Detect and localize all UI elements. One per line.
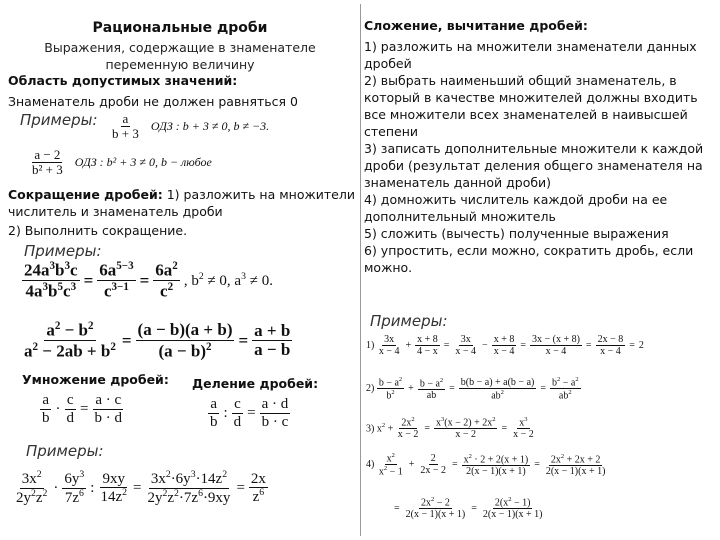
reduction-heading: Сокращение дробей: [8, 187, 163, 202]
mult-example: $\frac{3x^2}{2y^2z^2}$ · $\frac{6y^3}{7z^6}$ : $\frac{9xy}{14z^2}$ = $\frac{3x^2\cdot 6y^3\cdot 14z^2}{2y^2z^2\cdot 7z^6\cdot 9xy}$ = $\frac{2x}{z^6}$ [16, 469, 266, 506]
reduction-example-2: $\frac{a^2 - b^2}{a^2 - 2ab + b^2}$ = $\frac{(a - b)(a + b)}{(a - b)^2}$ = $\frac{a + b}{a - b}$ [24, 319, 291, 361]
addition-step: 1) разложить на множители знаменатели данных дробей [364, 39, 697, 71]
mult-examples-label: Примеры: [26, 442, 104, 460]
domain-heading: Область допустимых значений: [8, 73, 238, 88]
odz-example-2: $\frac{a - 2}{\text{b² + 3}}$ ОДЗ : b² + 3 ≠ 0, b − любое [32, 147, 212, 178]
subtitle: Выражения, содержащие в знаменателе переменную величину [44, 40, 316, 72]
addition-step: 5) сложить (вычесть) полученные выражения [364, 226, 669, 241]
addition-example-4-cont: = $\frac{2x^2 - 2}{2(x - 1)(x + 1)}$ = $\frac{2(x^2 - 1)}{2(x - 1)(x + 1)}$ [394, 496, 543, 521]
division-rule: $\frac{a}{b}$ : $\frac{c}{d}$ = $\frac{a \cdot d}{b \cdot c}$ [210, 396, 289, 430]
reduction-rule [8, 186, 356, 220]
addition-steps [364, 38, 710, 276]
reduction-examples-label: Примеры: [24, 242, 102, 260]
division-heading: Деление дробей: [192, 376, 319, 391]
reduction-step-2: 2) Выполнить сокращение. [8, 223, 188, 238]
domain-examples-label: Примеры: [20, 111, 98, 129]
addition-example-1: 1) $\frac{3x}{x - 4}$ + $\frac{x + 8}{4 - x}$ = $\frac{3x}{x - 4}$ − $\frac{x + 8}{x - 4}$ = $\frac{3x - (x + 8)}{x - 4}$ = $\frac{2x - 8}{x - 4}$ = 2 [366, 334, 644, 357]
page-title: Рациональные дроби [92, 20, 268, 36]
addition-example-3: 3) $x^2$ + $\frac{2x^2}{x - 2}$ = $\frac{x^3(x - 2) + 2x^2}{x - 2}$ = $\frac{x^3}{x - 2}$ [366, 416, 534, 441]
addition-step: 4) домножить числитель каждой дроби на ее дополнительный множитель [364, 192, 668, 224]
reduction-step-1: 1) разложить на множители числитель и знаменатель дроби [8, 187, 355, 219]
multiplication-rule: $\frac{a}{b}$ · $\frac{c}{d}$ = $\frac{a \cdot c}{b \cdot d}$ [42, 392, 122, 426]
column-divider [360, 4, 361, 536]
addition-step: 2) выбрать наименьший общий знаменатель, в который в качестве множителей должны входить все множители всех знаменателей в наивысшей степени [364, 73, 698, 139]
addition-examples-label: Примеры: [370, 312, 448, 330]
odz-example-1: $\frac{a}{b + 3}$ ОДЗ : b + 3 ≠ 0, b ≠ −3. [112, 111, 270, 142]
domain-text: Знаменатель дроби не должен равняться 0 [8, 94, 298, 109]
multiplication-heading: Умножение дробей: [22, 372, 169, 387]
addition-heading: Сложение, вычитание дробей: [364, 18, 588, 33]
reduction-example-1: $\frac{24a^3b^3c}{4a^3b^5c^3}$ = $\frac{6a^{5-3}}{c^{3-1}}$ = $\frac{6a^2}{c^2}$ , $b^2 \ne 0$, $a^3 \ne 0$. [24, 260, 273, 301]
addition-step: 3) записать дополнительные множители к каждой дроби (результат деления общего знаменателя на знаменатель данной дроби) [364, 141, 704, 190]
addition-example-2: 2) $\frac{b - a^2}{b^2}$ + $\frac{b - a^2}{ab}$ = $\frac{b(b - a) + a(b - a)}{ab^2}$ = $\frac{b^2 - a^2}{ab^2}$ [366, 376, 579, 402]
addition-example-4: 4) $\frac{x^2}{x^2 - 1}$ + $\frac{2}{2x - 2}$ = $\frac{x^2 \cdot 2 + 2(x + 1)}{2(x - 1)(x + 1)}$ = $\frac{2x^2 + 2x + 2}{2(x - 1)(x + 1)}$ [366, 452, 606, 478]
addition-step: 6) упростить, если можно, сократить дробь, если можно. [364, 243, 694, 275]
